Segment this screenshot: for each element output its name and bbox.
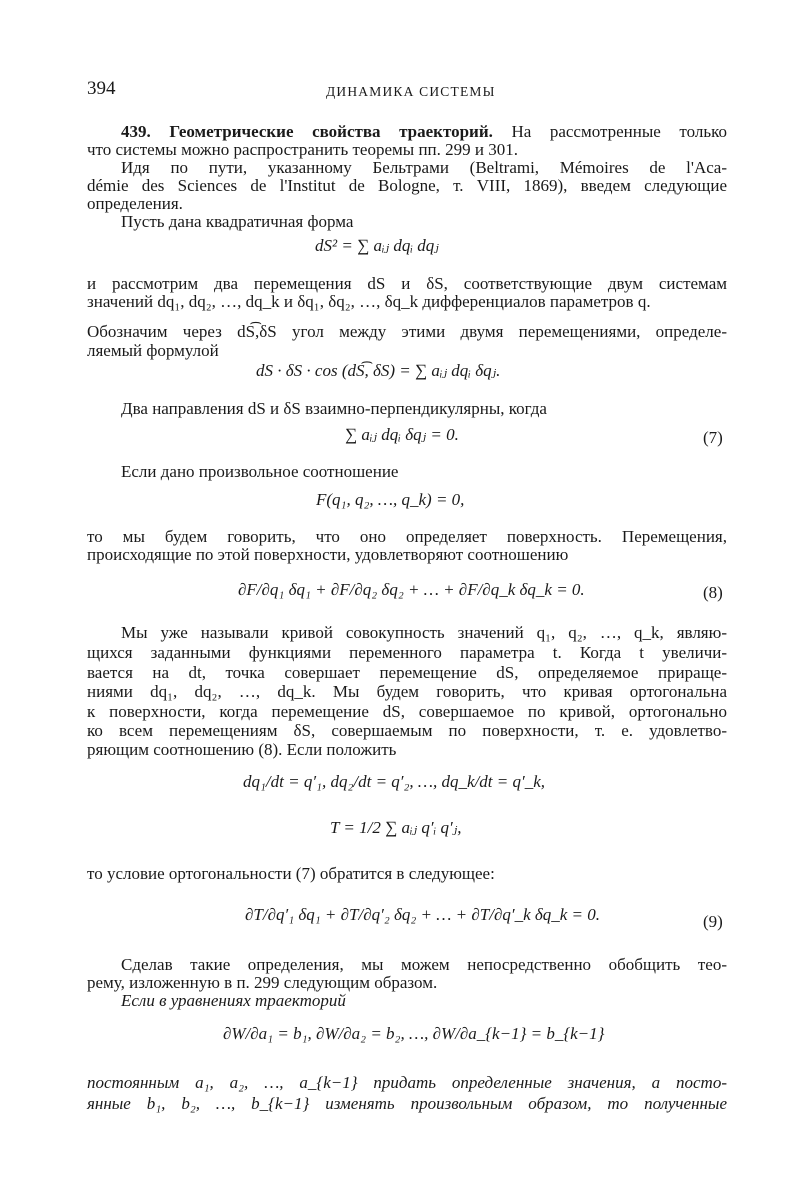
text-line: происходящие по этой поверхности, удовлетворяют соотношению <box>87 545 569 564</box>
text-line: ко всем перемещениям δS, совершаемым по поверхности, т. е. удовлетво- <box>87 721 727 740</box>
equation-number-8: (8) <box>703 583 723 602</box>
formula-velocity-definitions: dq₁/dt = q′₁, dq₂/dt = q′₂, …, dq_k/dt = q′_k, <box>243 772 546 791</box>
running-head: ДИНАМИКА СИСТЕМЫ <box>326 84 496 99</box>
equation-number-9: (9) <box>703 912 723 931</box>
text-line: то мы будем говорить, что оно определяет поверхность. Перемещения, <box>87 527 727 546</box>
text-line: Идя по пути, указанному Бельтрами (Beltrami, Mémoires de l'Aca- <box>121 158 727 177</box>
text-line: ниями dq₁, dq₂, …, dq_k. Мы будем говорить, что кривая ортогональна <box>87 682 727 701</box>
text-line: Обозначим через dS͡,δS угол между этими двумя перемещениями, определе- <box>87 322 727 341</box>
text-line: и рассмотрим два перемещения dS и δS, соответствующие двум системам <box>87 274 727 293</box>
theorem-statement: янные b₁, b₂, …, b_{k−1} изменять произвольным образом, то полученные <box>87 1094 727 1113</box>
text-line: На рассмотренные только <box>511 122 728 141</box>
formula-kinetic-energy: T = 1/2 ∑ aᵢⱼ q′ᵢ q′ⱼ, <box>330 818 462 837</box>
section-number: 439. <box>121 122 151 141</box>
text-line: то условие ортогональности (7) обратится в следующее: <box>87 864 495 883</box>
page-number: 394 <box>87 78 116 99</box>
section-heading-line <box>121 122 727 142</box>
formula-surface-displacement: ∂F/∂q₁ δq₁ + ∂F/∂q₂ δq₂ + … + ∂F/∂q_k δq_k = 0. <box>238 580 585 599</box>
formula-trajectory-equations: ∂W/∂a₁ = b₁, ∂W/∂a₂ = b₂, …, ∂W/∂a_{k−1} = b_{k−1} <box>223 1024 605 1043</box>
text-line: Пусть дана квадратичная форма <box>121 212 354 231</box>
text-line: Если дано произвольное соотношение <box>121 462 399 481</box>
text-line: вается на dt, точка совершает перемещение dS, определяемое прираще- <box>87 663 727 682</box>
text-line: ряющим соотношению (8). Если положить <box>87 740 397 759</box>
theorem-statement: постоянным a₁, a₂, …, a_{k−1} придать определенные значения, а посто- <box>87 1073 727 1092</box>
text-line: рему, изложенную в п. 299 следующим образом. <box>87 973 438 992</box>
text-line: Сделав такие определения, мы можем непосредственно обобщить тео- <box>121 955 727 974</box>
formula-surface: F(q₁, q₂, …, q_k) = 0, <box>316 490 465 509</box>
formula-orthogonality-condition: ∂T/∂q′₁ δq₁ + ∂T/∂q′₂ δq₂ + … + ∂T/∂q′_k δq_k = 0. <box>245 905 601 924</box>
text-line: определения. <box>87 194 183 213</box>
text-line: значений dq₁, dq₂, …, dq_k и δq₁, δq₂, …, δq_k дифференциалов параметров q. <box>87 292 651 311</box>
formula-quadratic-form: dS² = ∑ aᵢⱼ dqᵢ dqⱼ <box>315 236 439 255</box>
equation-number-7: (7) <box>703 428 723 447</box>
text-line: démie des Sciences de l'Institut de Bologne, т. VIII, 1869), введем следующие <box>87 176 727 195</box>
formula-orthogonality: ∑ aᵢⱼ dqᵢ δqⱼ = 0. <box>345 425 459 444</box>
formula-angle-definition: dS · δS · cos (dS͡, δS) = ∑ aᵢⱼ dqᵢ δqⱼ. <box>256 361 501 380</box>
text-line: Мы уже называли кривой совокупность значений q₁, q₂, …, q_k, являю- <box>121 623 727 642</box>
text-line: щихся заданными функциями переменного параметра t. Когда t увеличи- <box>87 643 727 662</box>
text-line: Два направления dS и δS взаимно-перпендикулярны, когда <box>121 399 547 418</box>
text-line: что системы можно распространить теоремы пп. 299 и 301. <box>87 140 518 159</box>
theorem-statement: Если в уравнениях траекторий <box>121 991 346 1010</box>
section-title: Геометрические свойства траекторий. <box>169 122 493 141</box>
text-line: ляемый формулой <box>87 341 219 360</box>
text-line: к поверхности, когда перемещение dS, совершаемое по кривой, ортогонально <box>87 702 727 721</box>
